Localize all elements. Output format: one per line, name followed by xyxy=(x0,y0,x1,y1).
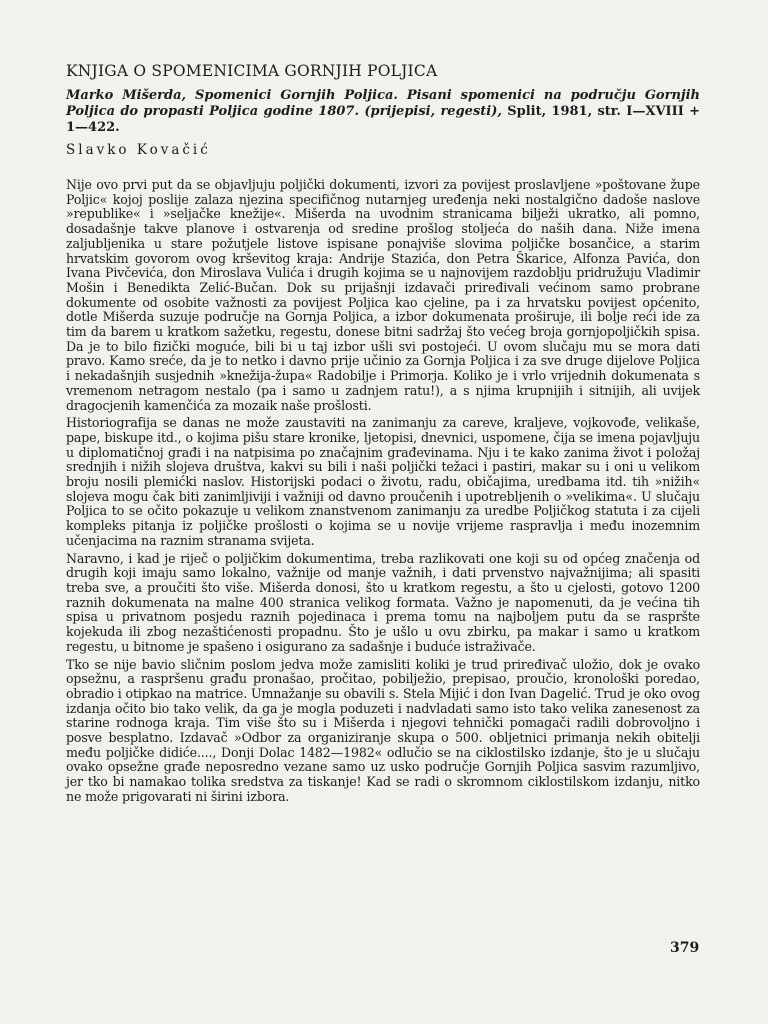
paragraph-1: Nije ovo prvi put da se objavljuju poljički dokumenti, izvori za povijest proslavljene »poštovane župe Poljic« kojoj poslije zalaza njezina specifičnog nutarnjeg uređenja neki nostalgično dadoše naslove »republike« i »seljačke knežije«. Mišerda na uvodnim stranicama bilježi ukratko, ali pomno, dosadašnje takve planove i ostvarenja od sredine prošlog stoljeća do naših dana. Niže imena zaljubljenika u stare požutjele listove ispisane ponajviše slovima poljičke bosančice, a starim hrvatskim govorom ovog krševitog kraja: Andrije Stazića, don Petra Škarice, Alfonza Pavića, don Ivana Pivčevića, don Miroslava Vulića i drugih kojima se u najnovijem razdoblju pridružuju Vladimir Mošin i Benedikta Zelić-Bučan. Dok su prijašnji izdavači priređivali većinom samo probrane dokumente od osobite važnosti za povijest Poljica kao cjeline, pa i za hrvatsku povijest općenito, dotle Mišerda suzuje područje na Gornja Poljica, a izbor dokumenata proširuje, ili bolje reći ide za tim da barem u kratkom sažetku, regestu, donese bitni sadržaj što većeg broja gornjopoljičkih spisa. Da je to bilo fizički moguće, bili bi u taj izbor ušli svi postojeći. U ovom slučaju mu se mora dati pravo. Kamo sreće, da je to netko i davno prije učinio za Gornja Poljica i za sve druge dijelove Poljica i nekadašnjih susjednih »knežija-župa« Radobilje i Primorja. Koliko je i vrlo vrijednih dokumenata s vremenom netragom nestalo (pa i samo u zadnjem ratu!), a s njima krupnijih i sitnijih, ali uvijek dragocjenih kamenčića za mozaik naše prošlosti. xyxy=(66,177,700,413)
page-number: 379 xyxy=(670,940,700,956)
paragraph-3: Naravno, i kad je riječ o poljičkim dokumentima, treba razlikovati one koji su od općeg značenja od drugih koji imaju samo lokalno, važnije od manje važnih, i dati prvenstvo najvažnijima; ali spasiti treba sve, a proučiti što više. Mišerda donosi, što u kratkom regestu, a što u cjelosti, gotovo 1200 raznih dokumenata na malne 400 stranica velikog formata. Važno je napomenuti, da je većina tih spisa u privatnom posjedu raznih pojedinaca i prema tomu na najboljem putu da se raspršte kojekuda ili zbog nezaštićenosti propadnu. Što je ušlo u ovu zbirku, pa makar i samo u kratkom regestu, u bitnome je spašeno i osigurano za sadašnje i buduće istraživače. xyxy=(66,550,700,654)
paragraph-2: Historiografija se danas ne može zaustaviti na zanimanju za careve, kraljeve, vojkovođe, velikaše, pape, biskupe itd., o kojima pišu stare kronike, ljetopisi, dnevnici, uspomene, čija se imena pojavljuju u diplomatičnoj građi i na natpisima po značajnim građevinama. Nju i te kako zanima život i položaj srednjih i nižih slojeva društva, kakvi su bili i naši poljički težaci i pastiri, makar su i oni u velikom broju nosili plemićki naslov. Historijski podaci o životu, radu, običajima, uredbama itd. tih »nižih« slojeva mogu čak biti zanimljiviji i važniji od davno proučenih i upotrebljenih o »velikima«. U slučaju Poljica to se očito pokazuje u velikom znanstvenom zanimanju za uredbe Poljičkog statuta i za cijeli kompleks pitanja iz poljičke prošlosti o kojima se u novije vrijeme raspravlja i među inozemnim učenjacima na raznim stranama svijeta. xyxy=(66,415,700,548)
paragraph-4: Tko se nije bavio sličnim poslom jedva može zamisliti koliki je trud priređivač uložio, dok je ovako opsežnu, a raspršenu građu pronašao, pročitao, pobilježio, prepisao, proučio, kronološki poredao, obradio i otipkao na matrice. Umnažanje su obavili s. Stela Mijić i don Ivan Dagelić. Trud je oko ovog izdanja očito bio tako velik, da ga je mogla poduzeti i nadvladati samo isto tako velika zanesenost za starine rodnoga kraja. Tim više što su i Mišerda i njegovi tehnički pomagači radili dobrovoljno i posve besplatno. Izdavač »Odbor za organiziranje skupa o 500. obljetnici primanja nekih obitelji među poljičke didiće...., Donji Dolac 1482—1982« odlučio se na ciklostilsko izdanje, što je u slučaju ovako opsežne građe neposredno vezane samo uz usko područje Gornjih Poljica sasvim razumljivo, jer tko bi namakao tolika sredstva za tiskanje! Kad se radi o skromnom ciklostilskom izdanju, nitko ne može prigovarati ni širini izbora. xyxy=(66,656,700,804)
book-citation xyxy=(66,88,700,136)
review-author: Slavko Kovačić xyxy=(66,142,211,158)
citation-title: Marko Mišerda, Spomenici Gornjih Poljica. Pisani spomenici na području Gornjih Poljica do propasti Poljica godine 1807. (prijepisi, regesti), xyxy=(66,88,700,119)
citation-publication-info: Split, 1981, str. I—XVIII + 1—422. xyxy=(66,104,700,135)
document-page xyxy=(66,62,700,808)
section-title: KNJIGA O SPOMENICIMA GORNJIH POLJICA xyxy=(66,62,438,80)
